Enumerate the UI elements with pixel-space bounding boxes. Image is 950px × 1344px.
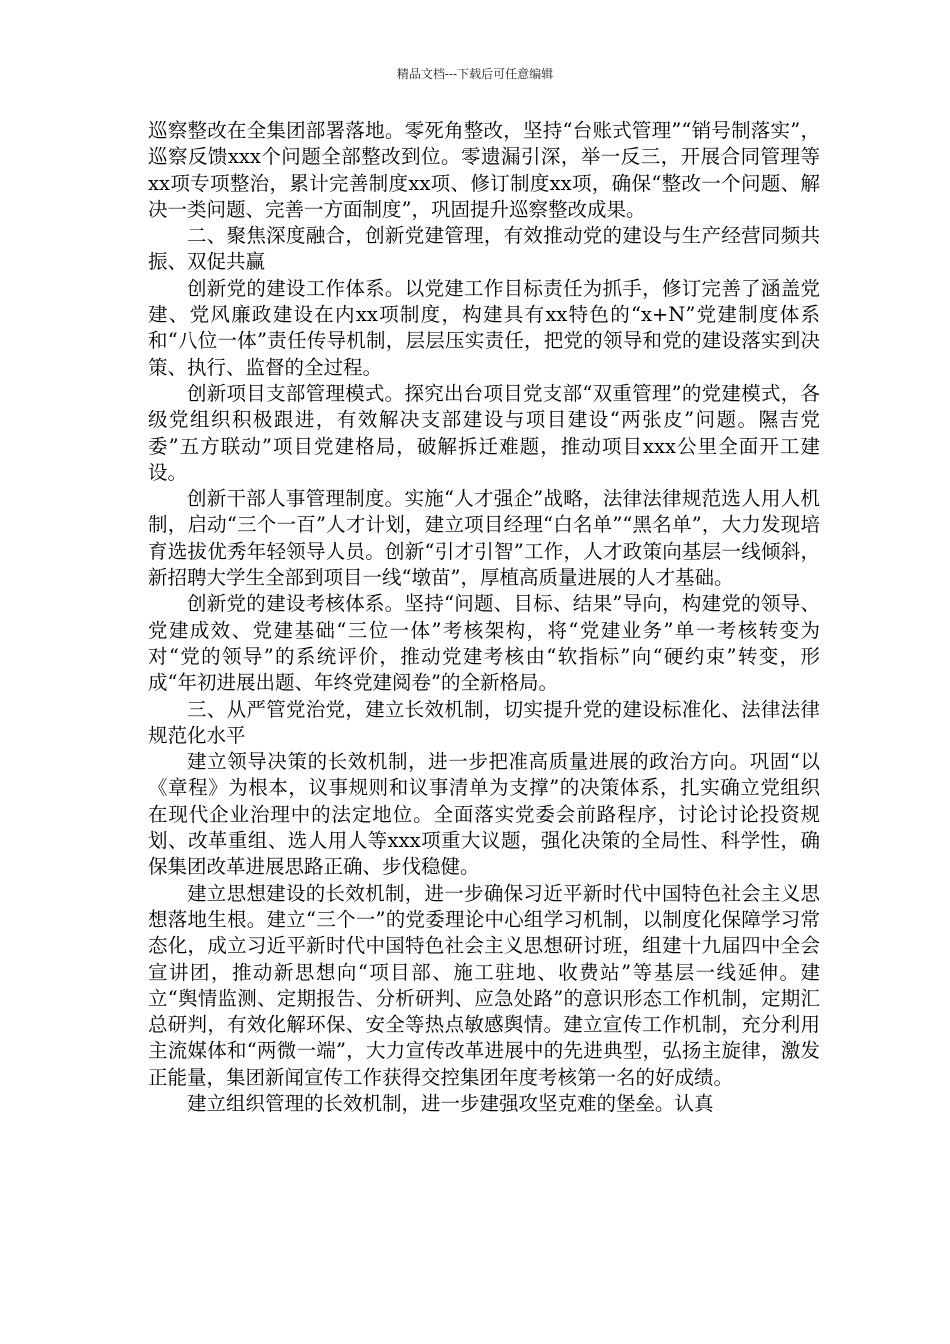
paragraph-3: 创新党的建设工作体系。以党建工作目标责任为抓手，修订完善了涵盖党建、党风廉政建设在内xx项制度，构建具有xx特色的“x+N”党建制度体系和“八位一体”责任传导机制，层层压实责任，把党的领导和党的建设落实到决策、执行、监督的全过程。 <box>148 276 820 379</box>
paragraph-5: 创新干部人事管理制度。实施“人才强企”战略，法律法律规范选人用人机制，启动“三个一百”人才计划，建立项目经理“白名单”“黑名单”，大力发现培育选拔优秀年轻领导人员。创新“引才引智”工作，人才政策向基层一线倾斜，新招聘大学生全部到项目一线“墩苗”，厚植高质量进展的人才基础。 <box>148 487 820 590</box>
paragraph-8: 建立领导决策的长效机制，进一步把准高质量进展的政治方向。巩固“以《章程》为根本，议事规则和议事清单为支撑”的决策体系，扎实确立党组织在现代企业治理中的法定地位。全面落实党委会前路程序，讨论讨论投资规划、改革重组、选人用人等xxx项重大议题，强化决策的全局性、科学性，确保集团改革进展思路正确、步伐稳健。 <box>148 750 820 879</box>
paragraph-6: 创新党的建设考核体系。坚持“问题、目标、结果”导向，构建党的领导、党建成效、党建基础“三位一体”考核架构，将“党建业务”单一考核转变为对“党的领导”的系统评价，推动党建考核由“软指标”向“硬约束”转变，形成“年初进展出题、年终党建阅卷”的全新格局。 <box>148 592 820 695</box>
section-heading-3: 三、从严管党治党，建立长效机制，切实提升党的建设标准化、法律法律规范化水平 <box>148 697 820 747</box>
paragraph-4: 创新项目支部管理模式。探究出台项目党支部“双重管理”的党建模式，各级党组织积极跟进，有效解决支部建设与项目建设“两张皮”问题。隰吉党委”五方联动”项目党建格局，破解拆迁难题，推动项目xxx公里全面开工建设。 <box>148 381 820 484</box>
paragraph-9: 建立思想建设的长效机制，进一步确保习近平新时代中国特色社会主义思想落地生根。建立“三个一”的党委理论中心组学习机制，以制度化保障学习常态化，成立习近平新时代中国特色社会主义思想研讨班，组建十九届四中全会宣讲团，推动新思想向“项目部、施工驻地、收费站”等基层一线延伸。建立“舆情监测、定期报告、分析研判、应急处路”的意识形态工作机制，定期汇总研判，有效化解环保、安全等热点敏感舆情。建立宣传工作机制，充分利用主流媒体和“两微一端”，大力宣传改革进展中的先进典型，弘扬主旋律，激发正能量，集团新闻宣传工作获得交控集团年度考核第一名的好成绩。 <box>148 881 820 1089</box>
page-header: 精品文档---下载后可任意编辑 <box>396 67 554 81</box>
section-heading-2: 二、聚焦深度融合，创新党建管理，有效推动党的建设与生产经营同频共振、双促共赢 <box>148 224 820 274</box>
document-body <box>148 118 820 1117</box>
paragraph-1: 巡察整改在全集团部署落地。零死角整改，坚持“台账式管理”“销号制落实”，巡察反馈xxx个问题全部整改到位。零遗漏引深，举一反三，开展合同管理等xx项专项整治，累计完善制度xx项、修订制度xx项，确保“整改一个问题、解决一类问题、完善一方面制度”，巩固提升巡察整改成果。 <box>148 119 820 221</box>
paragraph-10: 建立组织管理的长效机制，进一步建强攻坚克难的堡垒。认真 <box>187 1091 714 1115</box>
